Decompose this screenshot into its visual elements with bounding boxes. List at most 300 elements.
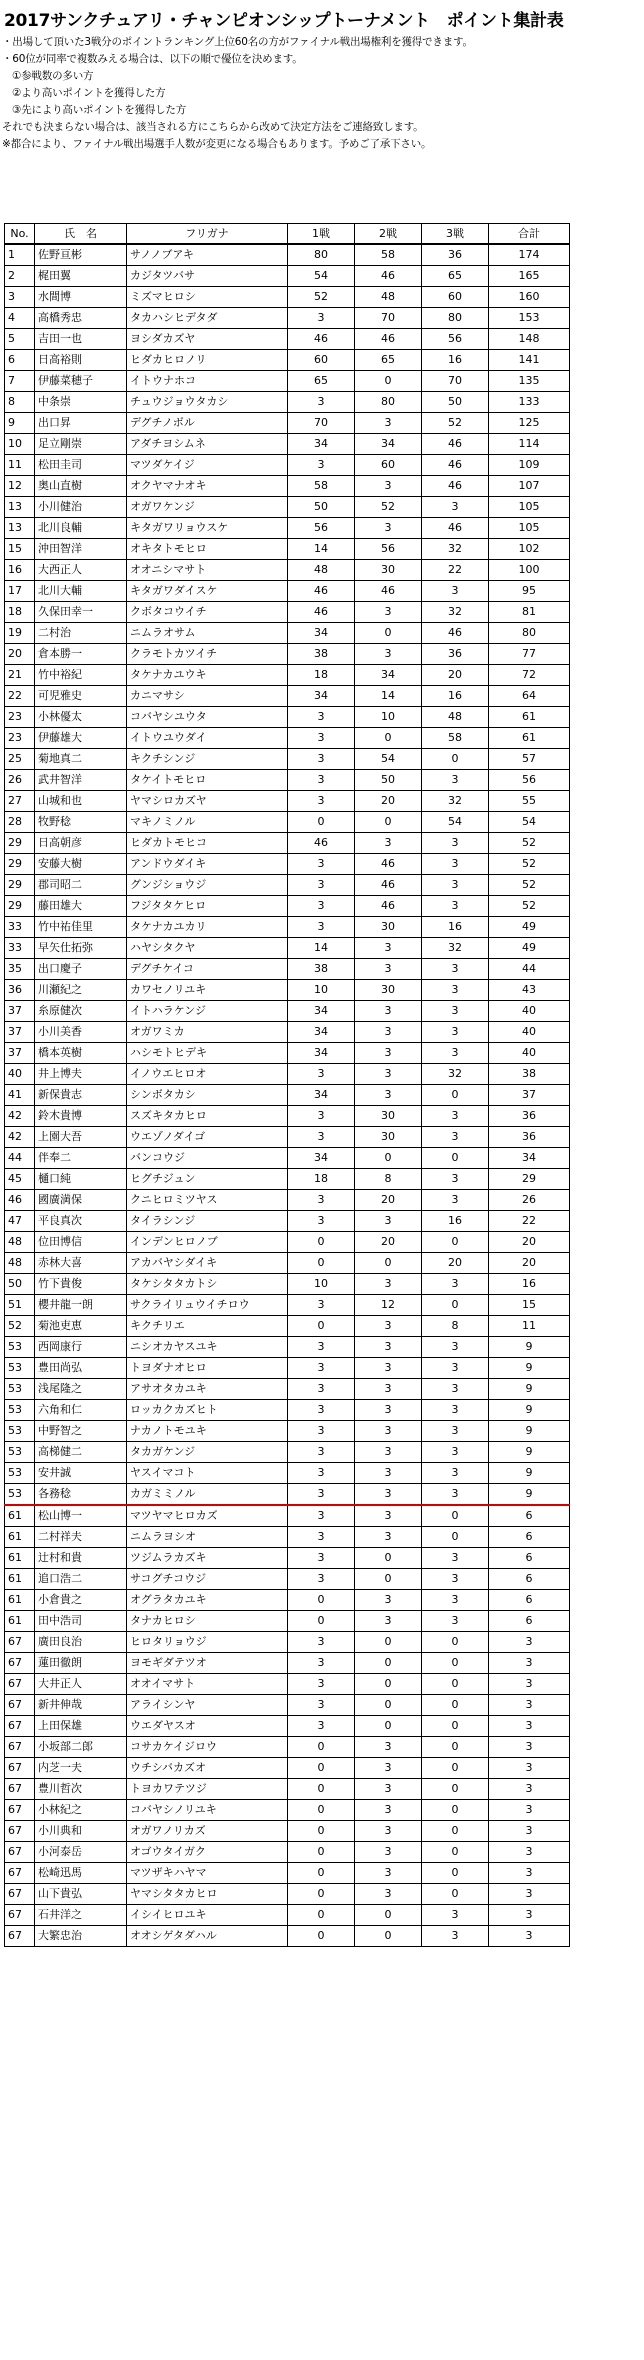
total-cell: 3 <box>489 1779 570 1800</box>
round-1-cell: 0 <box>288 1232 355 1253</box>
rank-cell: 67 <box>5 1842 35 1863</box>
furigana-cell: ウチシバカズオ <box>127 1758 288 1779</box>
round-1-cell: 3 <box>288 1358 355 1379</box>
round-2-cell: 3 <box>355 1611 422 1632</box>
round-2-cell: 60 <box>355 455 422 476</box>
page-title: 2017サンクチュアリ・チャンピオンシップトーナメント ポイント集計表 <box>4 11 564 31</box>
round-2-cell: 3 <box>355 1527 422 1548</box>
table-row <box>5 1337 570 1358</box>
round-3-cell: 3 <box>422 1548 489 1569</box>
table-row <box>5 980 570 1001</box>
rank-cell: 1 <box>5 244 35 266</box>
round-2-cell: 80 <box>355 392 422 413</box>
furigana-cell: オオニシマサト <box>127 560 288 581</box>
table-row <box>5 602 570 623</box>
total-cell: 80 <box>489 623 570 644</box>
round-2-cell: 0 <box>355 1569 422 1590</box>
table-row <box>5 1211 570 1232</box>
round-1-cell: 3 <box>288 770 355 791</box>
round-3-cell: 58 <box>422 728 489 749</box>
round-1-cell: 3 <box>288 1190 355 1211</box>
round-3-cell: 36 <box>422 244 489 266</box>
total-cell: 3 <box>489 1884 570 1905</box>
round-3-cell: 3 <box>422 1400 489 1421</box>
round-3-cell: 3 <box>422 1590 489 1611</box>
round-3-cell: 0 <box>422 749 489 770</box>
round-3-cell: 65 <box>422 266 489 287</box>
round-2-cell: 30 <box>355 560 422 581</box>
furigana-cell: クラモトカツイチ <box>127 644 288 665</box>
name-cell: 奥山直樹 <box>35 476 127 497</box>
round-1-cell: 3 <box>288 749 355 770</box>
name-cell: 北川良輔 <box>35 518 127 539</box>
round-3-cell: 16 <box>422 350 489 371</box>
total-cell: 107 <box>489 476 570 497</box>
round-1-cell: 58 <box>288 476 355 497</box>
round-3-cell: 56 <box>422 329 489 350</box>
total-cell: 3 <box>489 1863 570 1884</box>
round-2-cell: 70 <box>355 308 422 329</box>
total-cell: 52 <box>489 875 570 896</box>
furigana-cell: オクヤマナオキ <box>127 476 288 497</box>
furigana-cell: サコグチコウジ <box>127 1569 288 1590</box>
furigana-cell: イトウナホコ <box>127 371 288 392</box>
round-2-cell: 3 <box>355 1022 422 1043</box>
name-cell: 可児雅史 <box>35 686 127 707</box>
round-1-cell: 80 <box>288 244 355 266</box>
round-1-cell: 3 <box>288 1400 355 1421</box>
round-1-cell: 3 <box>288 455 355 476</box>
round-3-cell: 0 <box>422 1884 489 1905</box>
rank-cell: 46 <box>5 1190 35 1211</box>
furigana-cell: オゴウタイガク <box>127 1842 288 1863</box>
furigana-cell: ヨモギダテツオ <box>127 1653 288 1674</box>
round-2-cell: 30 <box>355 917 422 938</box>
round-1-cell: 3 <box>288 875 355 896</box>
rank-cell: 37 <box>5 1022 35 1043</box>
furigana-cell: デグチノボル <box>127 413 288 434</box>
round-2-cell: 3 <box>355 1337 422 1358</box>
furigana-cell: コバヤシノリユキ <box>127 1800 288 1821</box>
rank-cell: 19 <box>5 623 35 644</box>
round-1-cell: 3 <box>288 1653 355 1674</box>
round-1-cell: 46 <box>288 581 355 602</box>
round-3-cell: 3 <box>422 1611 489 1632</box>
round-2-cell: 3 <box>355 1821 422 1842</box>
round-3-cell: 3 <box>422 896 489 917</box>
name-cell: 伊藤雄大 <box>35 728 127 749</box>
round-3-cell: 3 <box>422 581 489 602</box>
total-cell: 11 <box>489 1316 570 1337</box>
furigana-cell: デグチケイコ <box>127 959 288 980</box>
total-cell: 9 <box>489 1442 570 1463</box>
table-row <box>5 539 570 560</box>
round-1-cell: 3 <box>288 1548 355 1569</box>
name-cell: 梶田翼 <box>35 266 127 287</box>
furigana-cell: キタガワリョウスケ <box>127 518 288 539</box>
furigana-cell: ニムラヨシオ <box>127 1527 288 1548</box>
furigana-cell: ヤマシタタカヒロ <box>127 1884 288 1905</box>
furigana-cell: スズキタカヒロ <box>127 1106 288 1127</box>
table-row <box>5 476 570 497</box>
round-1-cell: 0 <box>288 1779 355 1800</box>
total-cell: 3 <box>489 1758 570 1779</box>
table-row <box>5 1821 570 1842</box>
round-1-cell: 3 <box>288 1337 355 1358</box>
name-cell: 川瀬紀之 <box>35 980 127 1001</box>
round-3-cell: 0 <box>422 1842 489 1863</box>
rank-cell: 61 <box>5 1505 35 1527</box>
table-row <box>5 917 570 938</box>
name-cell: 竹中裕紀 <box>35 665 127 686</box>
furigana-cell: ヒロタリョウジ <box>127 1632 288 1653</box>
table-row <box>5 1421 570 1442</box>
table-row <box>5 1548 570 1569</box>
furigana-cell: シンボタカシ <box>127 1085 288 1106</box>
round-2-cell: 56 <box>355 539 422 560</box>
round-2-cell: 46 <box>355 266 422 287</box>
round-2-cell: 0 <box>355 1653 422 1674</box>
round-2-cell: 20 <box>355 791 422 812</box>
table-row <box>5 1905 570 1926</box>
furigana-cell: ヒグチジュン <box>127 1169 288 1190</box>
table-row <box>5 1043 570 1064</box>
table-row <box>5 1190 570 1211</box>
name-cell: 浅尾隆之 <box>35 1379 127 1400</box>
furigana-cell: オガワノリカズ <box>127 1821 288 1842</box>
total-cell: 49 <box>489 917 570 938</box>
total-cell: 61 <box>489 707 570 728</box>
total-cell: 40 <box>489 1043 570 1064</box>
header-furigana: フリガナ <box>127 224 288 245</box>
rank-cell: 11 <box>5 455 35 476</box>
total-cell: 64 <box>489 686 570 707</box>
total-cell: 6 <box>489 1611 570 1632</box>
total-cell: 148 <box>489 329 570 350</box>
round-1-cell: 0 <box>288 1863 355 1884</box>
table-row <box>5 1463 570 1484</box>
note-criterion-1: ①参戦数の多い方 <box>12 70 94 82</box>
total-cell: 61 <box>489 728 570 749</box>
round-1-cell: 38 <box>288 644 355 665</box>
name-cell: 安井誠 <box>35 1463 127 1484</box>
round-1-cell: 3 <box>288 1421 355 1442</box>
round-1-cell: 3 <box>288 896 355 917</box>
round-2-cell: 3 <box>355 1842 422 1863</box>
rank-cell: 27 <box>5 791 35 812</box>
round-2-cell: 46 <box>355 875 422 896</box>
round-2-cell: 0 <box>355 1905 422 1926</box>
name-cell: 大西正人 <box>35 560 127 581</box>
name-cell: 北川大輔 <box>35 581 127 602</box>
round-2-cell: 3 <box>355 1211 422 1232</box>
round-3-cell: 3 <box>422 1442 489 1463</box>
round-2-cell: 0 <box>355 371 422 392</box>
round-2-cell: 3 <box>355 1884 422 1905</box>
name-cell: 日高朝彦 <box>35 833 127 854</box>
rank-cell: 29 <box>5 875 35 896</box>
name-cell: 郡司昭二 <box>35 875 127 896</box>
total-cell: 20 <box>489 1253 570 1274</box>
total-cell: 3 <box>489 1653 570 1674</box>
total-cell: 3 <box>489 1842 570 1863</box>
round-1-cell: 34 <box>288 434 355 455</box>
total-cell: 72 <box>489 665 570 686</box>
round-2-cell: 0 <box>355 1548 422 1569</box>
furigana-cell: ニシオカヤスユキ <box>127 1337 288 1358</box>
name-cell: 國廣満保 <box>35 1190 127 1211</box>
round-2-cell: 3 <box>355 1779 422 1800</box>
total-cell: 37 <box>489 1085 570 1106</box>
round-2-cell: 34 <box>355 434 422 455</box>
round-1-cell: 34 <box>288 1022 355 1043</box>
round-3-cell: 3 <box>422 1169 489 1190</box>
round-3-cell: 46 <box>422 518 489 539</box>
table-row <box>5 1632 570 1653</box>
round-3-cell: 0 <box>422 1800 489 1821</box>
round-3-cell: 0 <box>422 1527 489 1548</box>
note-disclaimer: ※都合により、ファイナル戦出場選手人数が変更になる場合もあります。予めご了承下さい。 <box>2 138 432 150</box>
round-1-cell: 3 <box>288 308 355 329</box>
name-cell: 小林優太 <box>35 707 127 728</box>
round-1-cell: 3 <box>288 1127 355 1148</box>
name-cell: 橋本英樹 <box>35 1043 127 1064</box>
rank-cell: 40 <box>5 1064 35 1085</box>
note-top60: ・出場して頂いた3戦分のポイントランキング上位60名の方がファイナル戦出場権利を獲得できます。 <box>2 36 473 48</box>
table-body <box>5 244 570 1947</box>
rank-cell: 61 <box>5 1611 35 1632</box>
rank-cell: 52 <box>5 1316 35 1337</box>
round-2-cell: 0 <box>355 1253 422 1274</box>
total-cell: 20 <box>489 1232 570 1253</box>
name-cell: 菊池吏恵 <box>35 1316 127 1337</box>
rank-cell: 7 <box>5 371 35 392</box>
round-2-cell: 3 <box>355 644 422 665</box>
table-header-row <box>5 224 570 245</box>
round-3-cell: 3 <box>422 959 489 980</box>
round-3-cell: 16 <box>422 917 489 938</box>
ranking-table <box>4 223 570 1947</box>
round-1-cell: 3 <box>288 1484 355 1506</box>
round-1-cell: 52 <box>288 287 355 308</box>
total-cell: 3 <box>489 1716 570 1737</box>
furigana-cell: イノウエヒロオ <box>127 1064 288 1085</box>
total-cell: 77 <box>489 644 570 665</box>
round-1-cell: 0 <box>288 1821 355 1842</box>
round-3-cell: 0 <box>422 1695 489 1716</box>
total-cell: 6 <box>489 1548 570 1569</box>
rank-cell: 61 <box>5 1527 35 1548</box>
table-row <box>5 244 570 266</box>
round-2-cell: 3 <box>355 1484 422 1506</box>
name-cell: 樋口純 <box>35 1169 127 1190</box>
furigana-cell: カジタツバサ <box>127 266 288 287</box>
round-3-cell: 0 <box>422 1779 489 1800</box>
round-2-cell: 0 <box>355 1674 422 1695</box>
total-cell: 52 <box>489 896 570 917</box>
name-cell: 足立剛崇 <box>35 434 127 455</box>
round-1-cell: 46 <box>288 602 355 623</box>
furigana-cell: ロッカクカズヒト <box>127 1400 288 1421</box>
round-2-cell: 3 <box>355 476 422 497</box>
table-row <box>5 665 570 686</box>
total-cell: 52 <box>489 833 570 854</box>
table-row <box>5 728 570 749</box>
name-cell: 倉本勝一 <box>35 644 127 665</box>
round-3-cell: 3 <box>422 1421 489 1442</box>
name-cell: 糸原健次 <box>35 1001 127 1022</box>
total-cell: 55 <box>489 791 570 812</box>
note-tie-rule: ・60位が同率で複数みえる場合は、以下の順で優位を決めます。 <box>2 53 303 65</box>
table-row <box>5 392 570 413</box>
round-2-cell: 3 <box>355 413 422 434</box>
rank-cell: 41 <box>5 1085 35 1106</box>
round-2-cell: 3 <box>355 1463 422 1484</box>
rank-cell: 23 <box>5 728 35 749</box>
furigana-cell: オオシゲタダハル <box>127 1926 288 1947</box>
round-3-cell: 60 <box>422 287 489 308</box>
table-row <box>5 1253 570 1274</box>
total-cell: 36 <box>489 1106 570 1127</box>
rank-cell: 18 <box>5 602 35 623</box>
name-cell: 高梯健二 <box>35 1442 127 1463</box>
round-3-cell: 54 <box>422 812 489 833</box>
furigana-cell: キクチリエ <box>127 1316 288 1337</box>
table-row <box>5 938 570 959</box>
header-round-3: 3戦 <box>422 224 489 245</box>
round-3-cell: 3 <box>422 1926 489 1947</box>
round-3-cell: 52 <box>422 413 489 434</box>
round-1-cell: 3 <box>288 854 355 875</box>
total-cell: 141 <box>489 350 570 371</box>
table-row <box>5 287 570 308</box>
furigana-cell: カニマサシ <box>127 686 288 707</box>
table-row <box>5 1295 570 1316</box>
furigana-cell: ウエゾノダイゴ <box>127 1127 288 1148</box>
round-3-cell: 16 <box>422 686 489 707</box>
round-3-cell: 3 <box>422 833 489 854</box>
total-cell: 9 <box>489 1421 570 1442</box>
round-2-cell: 3 <box>355 1863 422 1884</box>
furigana-cell: タケイトモヒロ <box>127 770 288 791</box>
rank-cell: 29 <box>5 854 35 875</box>
total-cell: 49 <box>489 938 570 959</box>
header-round-2: 2戦 <box>355 224 422 245</box>
name-cell: 六角和仁 <box>35 1400 127 1421</box>
round-3-cell: 0 <box>422 1295 489 1316</box>
round-2-cell: 30 <box>355 1127 422 1148</box>
table-row <box>5 1274 570 1295</box>
table-row <box>5 413 570 434</box>
round-1-cell: 46 <box>288 329 355 350</box>
rank-cell: 17 <box>5 581 35 602</box>
round-3-cell: 0 <box>422 1148 489 1169</box>
rank-cell: 67 <box>5 1737 35 1758</box>
round-2-cell: 46 <box>355 329 422 350</box>
round-3-cell: 48 <box>422 707 489 728</box>
name-cell: 小林紀之 <box>35 1800 127 1821</box>
furigana-cell: オキタトモヒロ <box>127 539 288 560</box>
furigana-cell: ヒダカトモヒコ <box>127 833 288 854</box>
total-cell: 95 <box>489 581 570 602</box>
rank-cell: 67 <box>5 1695 35 1716</box>
round-2-cell: 3 <box>355 1400 422 1421</box>
round-3-cell: 3 <box>422 1905 489 1926</box>
table-row <box>5 623 570 644</box>
total-cell: 125 <box>489 413 570 434</box>
rank-cell: 67 <box>5 1758 35 1779</box>
rank-cell: 29 <box>5 833 35 854</box>
table-row <box>5 308 570 329</box>
rank-cell: 44 <box>5 1148 35 1169</box>
round-1-cell: 34 <box>288 623 355 644</box>
round-1-cell: 3 <box>288 1674 355 1695</box>
round-1-cell: 34 <box>288 1148 355 1169</box>
total-cell: 114 <box>489 434 570 455</box>
rank-cell: 13 <box>5 518 35 539</box>
name-cell: 大繁忠治 <box>35 1926 127 1947</box>
round-1-cell: 50 <box>288 497 355 518</box>
round-3-cell: 50 <box>422 392 489 413</box>
table-row <box>5 791 570 812</box>
name-cell: 小倉貴之 <box>35 1590 127 1611</box>
table-row <box>5 1064 570 1085</box>
table-row <box>5 875 570 896</box>
name-cell: 山城和也 <box>35 791 127 812</box>
table-row <box>5 1590 570 1611</box>
round-2-cell: 46 <box>355 581 422 602</box>
rank-cell: 3 <box>5 287 35 308</box>
rank-cell: 48 <box>5 1253 35 1274</box>
round-1-cell: 0 <box>288 1884 355 1905</box>
round-3-cell: 0 <box>422 1863 489 1884</box>
round-2-cell: 3 <box>355 1421 422 1442</box>
total-cell: 160 <box>489 287 570 308</box>
round-1-cell: 34 <box>288 1043 355 1064</box>
rank-cell: 53 <box>5 1421 35 1442</box>
name-cell: 菊地真二 <box>35 749 127 770</box>
total-cell: 26 <box>489 1190 570 1211</box>
furigana-cell: ウエダヤスオ <box>127 1716 288 1737</box>
round-1-cell: 3 <box>288 707 355 728</box>
name-cell: 出口慶子 <box>35 959 127 980</box>
round-3-cell: 0 <box>422 1821 489 1842</box>
round-3-cell: 3 <box>422 1022 489 1043</box>
rank-cell: 33 <box>5 938 35 959</box>
round-1-cell: 65 <box>288 371 355 392</box>
table-row <box>5 1148 570 1169</box>
round-3-cell: 3 <box>422 1274 489 1295</box>
table-row <box>5 1674 570 1695</box>
furigana-cell: タカガケンジ <box>127 1442 288 1463</box>
round-2-cell: 46 <box>355 896 422 917</box>
name-cell: 井上博夫 <box>35 1064 127 1085</box>
total-cell: 56 <box>489 770 570 791</box>
rank-cell: 13 <box>5 497 35 518</box>
name-cell: 大井正人 <box>35 1674 127 1695</box>
round-1-cell: 0 <box>288 1800 355 1821</box>
round-3-cell: 32 <box>422 1064 489 1085</box>
furigana-cell: フジタタケヒロ <box>127 896 288 917</box>
name-cell: 平良真次 <box>35 1211 127 1232</box>
round-2-cell: 3 <box>355 1737 422 1758</box>
round-1-cell: 18 <box>288 1169 355 1190</box>
name-cell: 日高裕則 <box>35 350 127 371</box>
name-cell: 上園大吾 <box>35 1127 127 1148</box>
name-cell: 二村祥夫 <box>35 1527 127 1548</box>
name-cell: 上田保雄 <box>35 1716 127 1737</box>
round-3-cell: 3 <box>422 1379 489 1400</box>
